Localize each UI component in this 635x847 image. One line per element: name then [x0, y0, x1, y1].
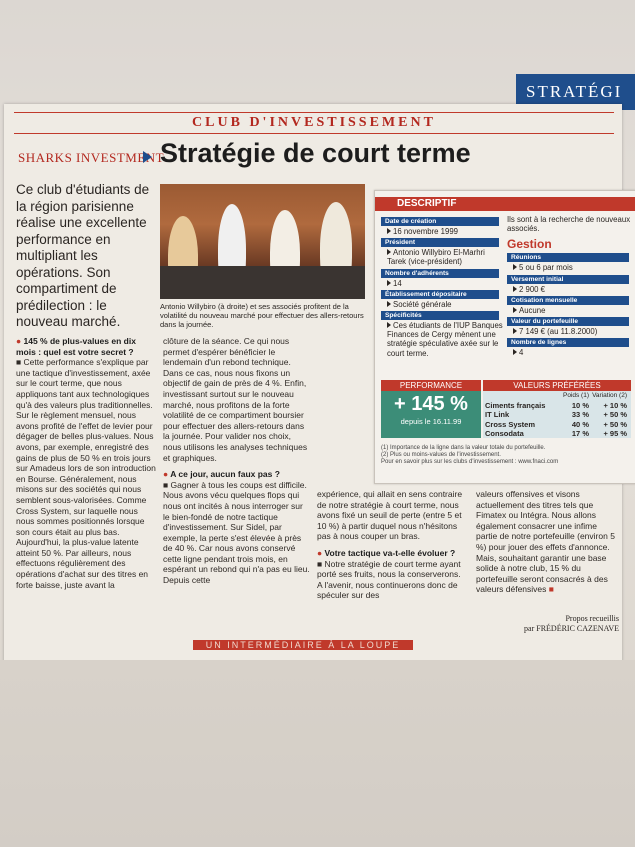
performance-title: PERFORMANCE [381, 380, 481, 391]
value-valeur-portefeuille: 7 149 € (au 11.8.2000) [507, 327, 631, 336]
photo-caption: Antonio Willybiro (à droite) et ses associés profitent de la volatilité du nouveau marché pour effectuer des allers-retours dans la journée. [160, 302, 364, 329]
footnote: (1) Importance de la ligne dans la valeur totale du portefeuille. [381, 445, 546, 451]
club-band: CLUB D'INVESTISSEMENT [14, 112, 614, 134]
value-specificites: Ces étudiants de l'IUP Banques Finances de Cergy mènent une stratégie spéculative axée sur le court terme. [387, 321, 503, 358]
descriptif-footnotes [381, 445, 629, 466]
group-photo [160, 184, 365, 299]
valeurs-header-row [483, 391, 631, 401]
byline [484, 614, 619, 634]
question-1: ● 145 % de plus-values en dix mois : quel est votre secret ? [16, 336, 136, 357]
value-lignes: 4 [507, 348, 631, 357]
descriptif-right [507, 215, 631, 357]
answer-2: ■ Gagner à tous les coups est difficile. Nous avons vécu quelques flops qui nous ont incités à nous interroger sur le bien-fondé de notre tactique d'investissement. Sur Sidel, par exemple, la perte s'est élevée à près de 40 %. Car nous avons conservé cette ligne pendant trois mois, en espérant un rebond qui n'a pas eu lieu. Depuis cette [163, 479, 310, 586]
col-poids: Poids (1) [562, 392, 589, 399]
table-row: Consodata 17 % + 95 % [485, 429, 627, 438]
descriptif-title: DESCRIPTIF [375, 197, 635, 211]
descriptif-left [381, 215, 503, 358]
section-tab: STRATÉGI [516, 74, 635, 110]
table-row: Ciments français 10 % + 10 % [485, 400, 627, 410]
label-specificites: Spécificités [381, 311, 499, 320]
background-surface [0, 660, 635, 847]
arrow-icon [143, 151, 152, 163]
answer-1-cont: clôture de la séance. Ce qui nous permet d'espérer bénéficier le lendemain d'un rebond technique. Dans ce cas, nous nous fixons un objectif de gain de près de 4 %. Enfin, investissant surtout sur le nouveau marché, nous profitons de la forte volatilité de ce compartiment boursier pour effectuer des allers-retours dans la journée. Pour valider nos choix, nous utilisons les analyses techniques et graphiques. [163, 336, 308, 463]
label-president: Président [381, 238, 499, 247]
value-adherents: 14 [381, 279, 503, 288]
next-article-band: UN INTERMÉDIAIRE À LA LOUPE [193, 640, 413, 650]
value-date: 16 novembre 1999 [381, 227, 503, 236]
label-versement: Versement initial [507, 275, 629, 284]
question-2: ● A ce jour, aucun faux pas ? [163, 469, 280, 480]
answer-3: ■ Notre stratégie de court terme ayant porté ses fruits, nous la conserverons. A l'avenir, nous continuerons donc de spéculer sur des [317, 558, 461, 601]
table-row: IT Link 33 % + 50 % [485, 410, 627, 419]
answer-1: ■ Cette performance s'explique par une tactique d'investissement, axée sur le court terme, que nous appliquons tant aux technologiques qu'à des valeurs plus traditionnelles. Sur le règlement mensuel, nous avons profité de l'effet de levier pour dégager de belles plus-values. Nous avons, par exemple, enregistré des gains de plus de 50 % en trois jours sur Amadeus lors de son introduction en Bourse. Généralement, nous misons sur des sociétés qui nous semblent sous-valorisées. Comme Cross System, sur laquelle nous nous sommes positionnés lorsque son cours était au plus bas. Aujourd'hui, la plus-value latente atteint 50 %. Par ailleurs, nous effectuons régulièrement des opérations d'achat sur des titres en forte baisse, juste avant la [16, 357, 156, 590]
question-3: ● Votre tactique va-t-elle évoluer ? [317, 547, 456, 558]
value-depositaire: Société générale [381, 300, 503, 309]
label-depositaire: Établissement dépositaire [381, 290, 499, 299]
performance-since: depuis le 16.11.99 [400, 417, 462, 426]
value-versement: 2 900 € [507, 285, 631, 294]
value-president: Antonio Willybiro El-Marhri Tarek (vice-président) [387, 248, 485, 267]
footnote: Pour en savoir plus sur les clubs d'investissement : www.fnaci.com [381, 459, 559, 465]
performance-panel [381, 380, 481, 438]
valeurs-preferees-panel [483, 380, 631, 438]
column-2 [163, 336, 311, 586]
byline-line1: Propos recueillis [565, 614, 619, 623]
col-variation: Variation (2) [592, 392, 627, 399]
label-valeur-portefeuille: Valeur du portefeuille [507, 317, 629, 326]
answer-2-cont: expérience, qui allait en sens contraire de notre stratégie à court terme, nous avons fixé un seuil de perte (entre 5 et 10 %) à partir duquel nous n'hésitons pas à nous couper un bras. [317, 489, 463, 542]
performance-value: + 145 % [394, 393, 468, 415]
column-1 [16, 336, 156, 590]
label-adherents: Nombre d'adhérents [381, 269, 499, 278]
value-reunions: 5 ou 6 par mois [507, 263, 631, 272]
recruiting-note: Ils sont à la recherche de nouveaux associés. [507, 215, 631, 234]
valeurs-title: VALEURS PRÉFÉRÉES [483, 380, 631, 391]
table-surface [160, 266, 365, 299]
column-3 [317, 489, 467, 601]
descriptif-box [374, 190, 635, 484]
label-reunions: Réunions [507, 253, 629, 262]
table-row: Cross System 40 % + 50 % [485, 419, 627, 429]
footnote: (2) Plus ou moins-values de l'investissement. [381, 452, 501, 458]
kicker: SHARKS INVESTMENT [18, 150, 165, 165]
byline-line2: par FRÉDÉRIC CAZENAVE [524, 624, 619, 633]
answer-3-cont: valeurs offensives et visons actuellement des titres tels que Fimatex ou Intégra. Nous allons également consacrer une infime partie de notre portefeuille (environ 5 %) pour jouer des effets d'annonce. Mais, souhaitant garantir une base solide à notre club, 15 % du portefeuille seront consacrés à des valeurs défensives ■ [476, 489, 615, 595]
headline: Stratégie de court terme [160, 138, 471, 168]
label-cotisation: Cotisation mensuelle [507, 296, 629, 305]
column-4 [476, 489, 618, 595]
value-cotisation: Aucune [507, 306, 631, 315]
label-lignes: Nombre de lignes [507, 338, 629, 347]
intro-text: Ce club d'étudiants de la région parisienne réalise une excellente performance en multipliant les opérations. Son compartiment de prédilection : le nouveau marché. [16, 182, 150, 329]
label-date: Date de création [381, 217, 499, 226]
gestion-heading: Gestion [507, 237, 552, 252]
